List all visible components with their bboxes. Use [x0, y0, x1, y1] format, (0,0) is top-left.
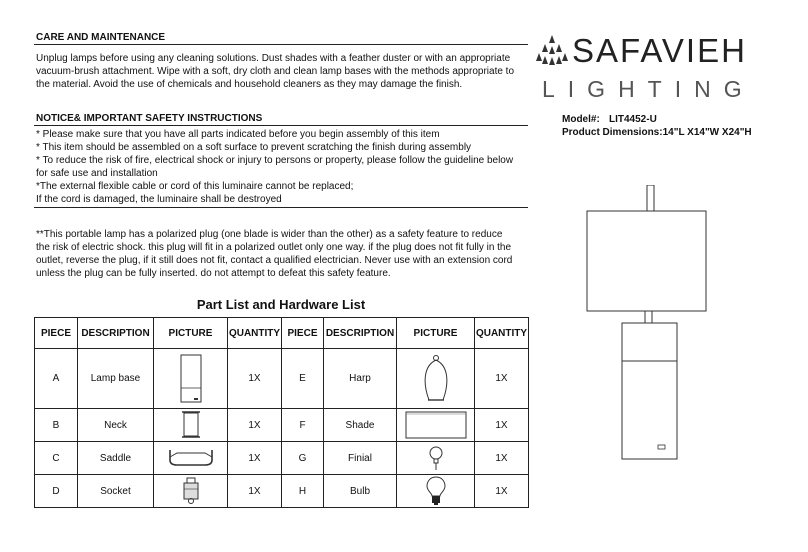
header-description: DESCRIPTION: [78, 318, 154, 349]
care-line: vacuum-brush attachment. Wipe with a soft, dry cloth and clean lamp bases with the methods appropriate to: [36, 66, 515, 77]
header-picture: PICTURE: [397, 318, 475, 349]
plug-line: the risk of electric shock. this plug will fit in a polarized outlet only one way. if the plug does not fit fully in the: [36, 242, 512, 253]
quantity-cell: 1X: [475, 349, 529, 409]
header-quantity: QUANTITY: [475, 318, 529, 349]
quantity-cell: 1X: [228, 442, 282, 475]
header-piece: PIECE: [282, 318, 324, 349]
bulb-icon: [426, 476, 446, 506]
piece-cell: D: [35, 475, 78, 508]
description-cell: Harp: [324, 349, 397, 409]
description-cell: Socket: [78, 475, 154, 508]
notice-line: If the cord is damaged, the luminaire shall be destroyed: [36, 194, 282, 205]
parts-table: [34, 317, 529, 508]
parts-title: Part List and Hardware List: [196, 297, 366, 312]
table-row: [35, 475, 529, 508]
table-row: [35, 409, 529, 442]
chandelier-icon: [536, 34, 568, 68]
care-text: [36, 52, 514, 91]
picture-cell: [154, 349, 228, 409]
neck-icon: [180, 411, 202, 439]
quantity-cell: 1X: [228, 475, 282, 508]
model-value: LIT4452-U: [609, 114, 657, 125]
table-row: [35, 349, 529, 409]
care-line: the material. Avoid the use of chemicals and household cleaners as they may damage the finish.: [36, 79, 463, 90]
quantity-cell: 1X: [475, 409, 529, 442]
picture-cell: [154, 475, 228, 508]
header-piece: PIECE: [35, 318, 78, 349]
table-row: [35, 442, 529, 475]
notice-text: [36, 128, 513, 206]
finial-icon: [428, 445, 444, 471]
description-cell: Lamp base: [78, 349, 154, 409]
piece-cell: A: [35, 349, 78, 409]
dimensions: [562, 127, 752, 138]
description-cell: Finial: [324, 442, 397, 475]
lamp-drawing: [580, 185, 710, 465]
brand-sub: LIGHTING: [542, 76, 755, 102]
quantity-cell: 1X: [475, 475, 529, 508]
picture-cell: [154, 409, 228, 442]
brand-logo: [536, 34, 568, 73]
plug-text: [36, 228, 512, 280]
description-cell: Saddle: [78, 442, 154, 475]
model-label: Model#:: [562, 114, 600, 125]
notice-line: * To reduce the risk of fire, electrical shock or injury to persons or property, please follow the guideline below: [36, 155, 514, 166]
notice-divider: [34, 125, 528, 126]
plug-line: unless the plug can be fully inserted. do not attempt to defeat this safety feature.: [36, 268, 391, 279]
finial-shape: [647, 185, 654, 211]
care-line: Unplug lamps before using any cleaning solutions. Dust shades with a feather duster or with an appropriate: [36, 53, 511, 64]
piece-cell: H: [282, 475, 324, 508]
saddle-icon: [167, 447, 215, 469]
shade-icon: [405, 411, 467, 439]
dimensions-label: Product Dimensions:: [562, 127, 663, 138]
socket-icon: [182, 477, 200, 505]
piece-cell: E: [282, 349, 324, 409]
table-header-row: [35, 318, 529, 349]
harp-icon: [419, 354, 453, 404]
description-cell: Neck: [78, 409, 154, 442]
brand-name: SAFAVIEH: [572, 32, 747, 69]
header-picture: PICTURE: [154, 318, 228, 349]
piece-cell: G: [282, 442, 324, 475]
description-cell: Bulb: [324, 475, 397, 508]
picture-cell: [397, 475, 475, 508]
notice-heading: NOTICE& IMPORTANT SAFETY INSTRUCTIONS: [36, 113, 263, 124]
picture-cell: [397, 442, 475, 475]
picture-cell: [154, 442, 228, 475]
notice-line: *The external flexible cable or cord of this luminaire cannot be replaced;: [36, 181, 354, 192]
piece-cell: C: [35, 442, 78, 475]
plug-line: **This portable lamp has a polarized plug (one blade is wider than the other) as a safety feature to reduce: [36, 229, 503, 240]
notice-line: for safe use and installation: [36, 168, 158, 179]
notice-line: * This item should be assembled on a soft surface to prevent scratching the finish during assembly: [36, 142, 472, 153]
plug-line: outlet, reverse the plug, if it still does not fit, contact a qualified electrician. Never use with an extension cord: [36, 255, 513, 266]
lamp-base-icon: [178, 354, 204, 404]
care-divider: [34, 44, 528, 45]
header-description: DESCRIPTION: [324, 318, 397, 349]
piece-cell: F: [282, 409, 324, 442]
dimensions-value: 14"L X14"W X24"H: [662, 127, 752, 138]
notice-line: * Please make sure that you have all parts indicated before you begin assembly of this item: [36, 129, 440, 140]
switch-shape: [658, 445, 665, 449]
header-quantity: QUANTITY: [228, 318, 282, 349]
picture-cell: [397, 409, 475, 442]
quantity-cell: 1X: [228, 349, 282, 409]
notice-bottom-divider: [34, 207, 528, 208]
description-cell: Shade: [324, 409, 397, 442]
quantity-cell: 1X: [228, 409, 282, 442]
quantity-cell: 1X: [475, 442, 529, 475]
neck-shape: [645, 311, 652, 323]
picture-cell: [397, 349, 475, 409]
base-shape: [622, 323, 677, 459]
care-heading: CARE AND MAINTENANCE: [36, 32, 166, 43]
piece-cell: B: [35, 409, 78, 442]
shade-shape: [587, 211, 706, 311]
